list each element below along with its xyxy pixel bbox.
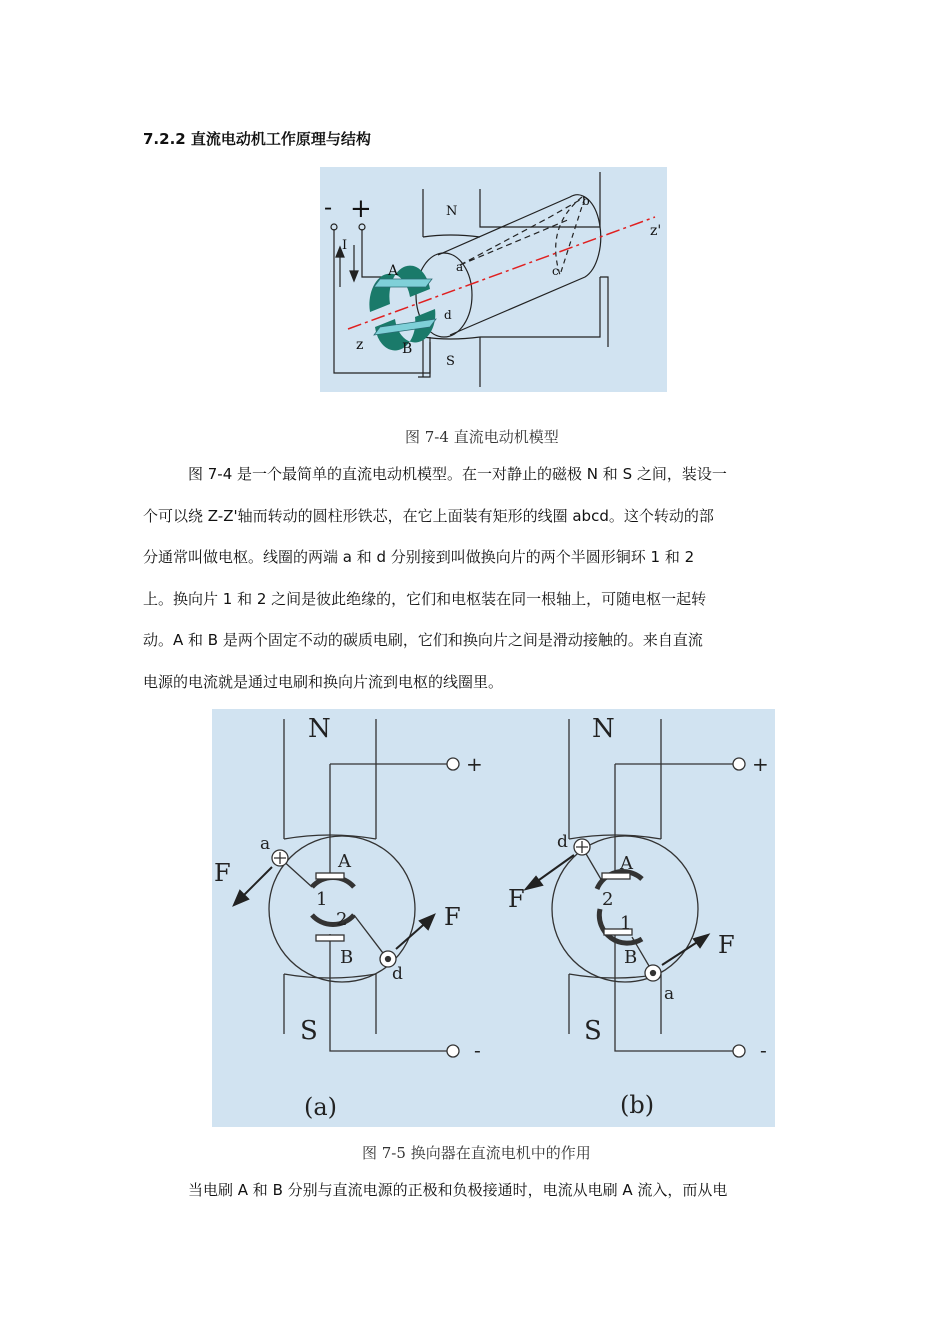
- panel-b-conductor-top-label: d: [557, 832, 568, 852]
- minus-terminal-label: -: [324, 193, 333, 221]
- north-pole-label: N: [446, 204, 458, 219]
- coil-b-label: b: [582, 194, 590, 208]
- dc-motor-model-figure: [320, 167, 667, 392]
- panel-b-seg-top-label: 2: [602, 889, 614, 910]
- panel-a-plus-label: +: [466, 752, 483, 776]
- panel-a-conductor-bottom-label: d: [392, 964, 403, 984]
- paragraph-line: 分通常叫做电枢。线圈的两端 a 和 d 分别接到叫做换向片的两个半圆形铜环 1 和 2: [143, 548, 695, 567]
- body-paragraph: [143, 1170, 808, 1212]
- panel-a-conductor-top-label: a: [260, 834, 271, 854]
- panel-a-force-right-label: F: [444, 903, 461, 931]
- figure-7-5-caption: 图 7-5 换向器在直流电机中的作用: [362, 1144, 591, 1162]
- panel-a-brush-top-label: A: [338, 851, 351, 872]
- commutator-function-diagram: [212, 709, 775, 1127]
- panel-a-minus-label: -: [474, 1038, 481, 1062]
- panel-a-brush-bottom-label: B: [340, 947, 354, 968]
- panel-b-brush-bottom-label: B: [624, 947, 638, 968]
- paragraph-line: 图 7-4 是一个最简单的直流电动机模型。在一对静止的磁极 N 和 S 之间，装设一: [188, 465, 727, 483]
- brush-a-label: A: [388, 263, 399, 279]
- axis-z-label: z: [356, 337, 364, 353]
- dc-motor-model-diagram: [320, 167, 667, 392]
- panel-b-force-right-label: F: [718, 931, 735, 959]
- panel-a-label: (a): [304, 1093, 338, 1121]
- panel-a-south-label: S: [300, 1016, 318, 1046]
- axis-z-prime-label: z': [650, 223, 662, 239]
- panel-a-seg-bottom-label: 2: [336, 909, 348, 930]
- panel-a-seg-top-label: 1: [316, 889, 328, 910]
- plus-terminal-label: +: [350, 194, 372, 224]
- body-paragraph: [143, 454, 808, 704]
- panel-b-north-label: N: [592, 714, 615, 744]
- section-heading: 7.2.2 直流电动机工作原理与结构: [143, 130, 371, 148]
- panel-b-plus-label: +: [752, 752, 769, 776]
- paragraph-line: 个可以绕 Z-Z'轴而转动的圆柱形铁芯，在它上面装有矩形的线圈 abcd。这个转动的部: [143, 506, 714, 525]
- paragraph-line: 电源的电流就是通过电刷和换向片流到电枢的线圈里。: [143, 672, 504, 691]
- coil-d-label: d: [444, 308, 452, 322]
- panel-b-seg-bottom-label: 1: [620, 913, 632, 934]
- commutator-function-figure: [212, 709, 775, 1127]
- panel-b-south-label: S: [584, 1016, 602, 1046]
- panel-b-label: (b): [620, 1091, 655, 1119]
- panel-b-conductor-bottom-label: a: [664, 984, 675, 1004]
- panel-a-force-left-label: F: [214, 859, 231, 887]
- south-pole-label: S: [446, 354, 455, 369]
- panel-b-minus-label: -: [760, 1038, 767, 1062]
- panel-b-brush-top-label: A: [620, 853, 633, 874]
- brush-b-label: B: [402, 341, 413, 357]
- coil-c-label: c: [552, 264, 559, 278]
- coil-a-label: a: [456, 260, 464, 274]
- figure-7-4-caption: 图 7-4 直流电动机模型: [405, 428, 559, 446]
- paragraph-line: 上。换向片 1 和 2 之间是彼此绝缘的，它们和电枢装在同一根轴上，可随电枢一起转: [143, 589, 707, 608]
- panel-a-north-label: N: [308, 714, 331, 744]
- current-label: I: [342, 238, 348, 253]
- panel-b-force-left-label: F: [508, 885, 525, 913]
- paragraph-line: 当电刷 A 和 B 分别与直流电源的正极和负极接通时，电流从电刷 A 流入，而从电: [188, 1181, 728, 1199]
- paragraph-line: 动。A 和 B 是两个固定不动的碳质电刷，它们和换向片之间是滑动接触的。来自直流: [143, 631, 703, 650]
